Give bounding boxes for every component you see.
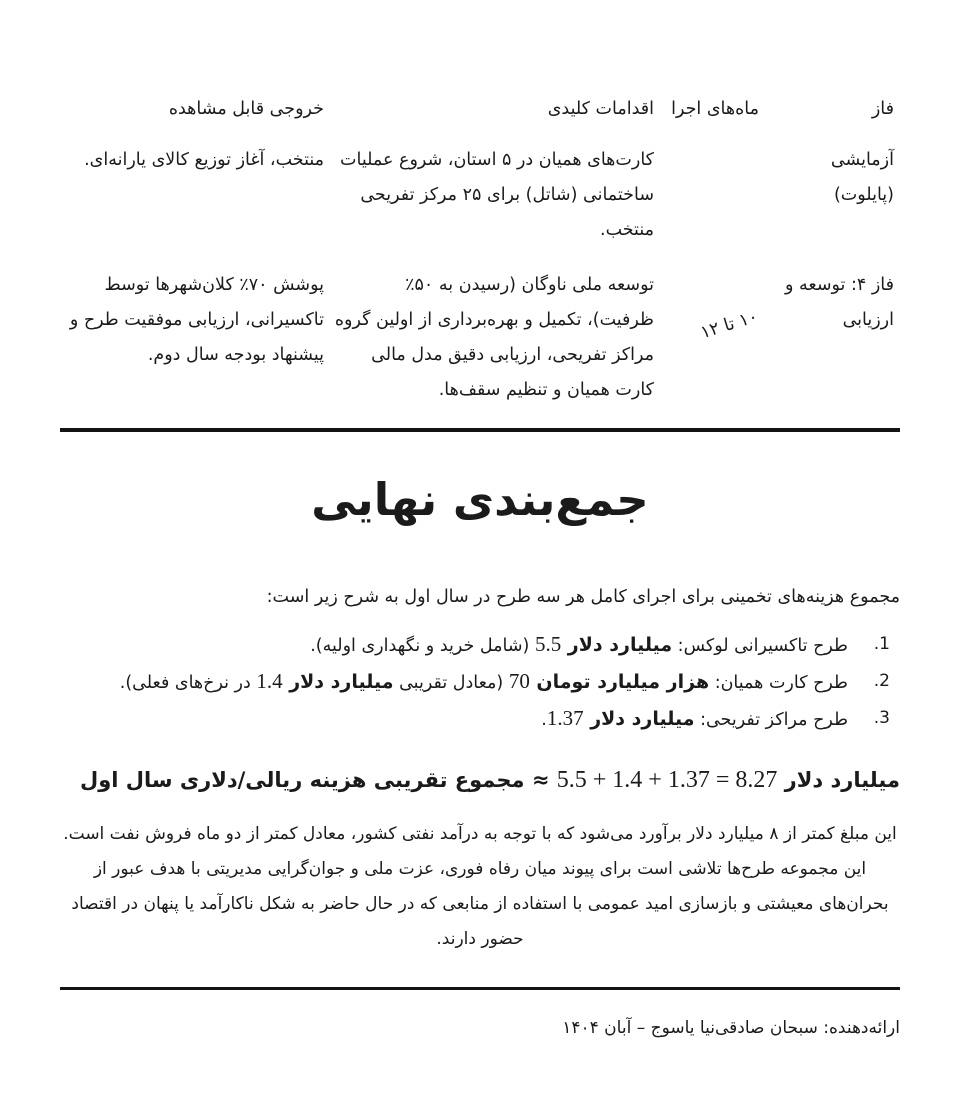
list-item-bold: میلیارد دلار (561, 633, 673, 656)
list-item-text: طرح تاکسیرانی لوکس: (672, 635, 848, 656)
list-item-bold: میلیارد دلار (282, 670, 394, 693)
list-item-text: (شامل خرید و نگهداری اولیه). (310, 635, 535, 656)
cell-actions: کارت‌های همیان در ۵ استان، شروع عملیات ساختمانی (شاتل) برای ۲۵ مرکز تفریحی منتخب. (340, 150, 654, 240)
col-header-months: ماه‌های اجرا (671, 99, 759, 119)
col-header-output: خروجی قابل مشاهده (168, 99, 324, 119)
list-item-number: 3. (873, 707, 890, 728)
list-item (60, 628, 900, 663)
cell-phase: فاز ۴: توسعه و ارزیابی (785, 275, 894, 330)
table-header-row (60, 96, 900, 137)
col-header-phase: فاز (871, 99, 894, 119)
cell-months (660, 137, 765, 262)
intro-paragraph: مجموع هزینه‌های تخمینی برای اجرای کامل هر سه طرح در سال اول به شرح زیر است: (266, 586, 900, 607)
list-item-math-value: 5.5 (534, 631, 562, 656)
cell-actions: توسعه ملی ناوگان (رسیدن به ۵۰٪ ظرفیت)، تکمیل و بهره‌برداری از اولین گروه مراکز تفریحی، ارزیابی دقیق مدل مالی کارت همیان و تنظیم سقف‌ها. (334, 275, 654, 400)
cell-phase: آزمایشی (پایلوت) (830, 150, 894, 205)
document-content (60, 0, 900, 1042)
list-item-number: 2. (873, 670, 890, 691)
total-cost-formula (48, 757, 932, 803)
formula-unit-label: میلیارد دلار (777, 767, 900, 792)
footer-divider (60, 987, 900, 991)
list-item-text: (معادل تقریبی (393, 672, 509, 693)
closing-paragraph: این مبلغ کمتر از ۸ میلیارد دلار برآورد می‌شود که با توجه به درآمد نفتی کشور، معادل کمتر از دو ماه فروش نفت است. این مجموعه طرح‌ها تلاشی است برای پیوند میان رفاه فوری، عزت ملی و جوان‌گرایی مدیریتی با هدف عبور از بحران‌های معیشتی و بازسازی امید عمومی با استفاده از منابعی که در حال حاضر به شکل ناکارآمد یا پنهان در اقتصاد حضور دارند. (63, 823, 897, 949)
list-item-math-value: 1.4 (256, 668, 283, 693)
list-item-text: طرح مراکز تفریحی: (694, 709, 848, 730)
list-item (60, 702, 900, 737)
list-item-bold: هزار میلیارد تومان (529, 670, 710, 693)
phase-table (60, 96, 900, 422)
table-row (60, 137, 900, 262)
cell-output: پوشش ۷۰٪ کلان‌شهرها توسط تاکسیرانی، ارزیابی موفقیت طرح و پیشنهاد بودجه سال دوم. (69, 275, 324, 365)
footer-credit: ارائه‌دهنده: سبحان صادقی‌نیا یاسوج – آبان ۱۴۰۴ (562, 1018, 900, 1038)
table-row (60, 262, 900, 422)
formula-math-expression: 5.5 + 1.4 + 1.37 = 8.27 (556, 766, 778, 793)
cell-months (660, 262, 765, 422)
formula-description-label: ≈ مجموع تقریبی هزینه ریالی/دلاری سال اول (80, 767, 557, 792)
cost-list (60, 628, 900, 737)
col-header-actions: اقدامات کلیدی (547, 99, 654, 119)
list-item-math-value: 70 (508, 668, 530, 693)
cell-output: منتخب، آغاز توزیع کالای یارانه‌ای. (84, 150, 324, 170)
list-item-text: در نرخ‌های فعلی). (119, 672, 257, 693)
list-item-text: طرح کارت همیان: (709, 672, 848, 693)
table-bottom-divider (60, 428, 900, 432)
rotated-months-label: ۱۰ تا ۱۲ (698, 306, 761, 344)
list-item-number: 1. (873, 633, 890, 654)
page-title: جمع‌بندی نهایی (311, 472, 649, 526)
list-item (60, 665, 900, 700)
list-item-text: . (541, 709, 547, 730)
list-item-bold: میلیارد دلار (583, 707, 695, 730)
list-item-math-value: 1.37 (546, 705, 584, 730)
